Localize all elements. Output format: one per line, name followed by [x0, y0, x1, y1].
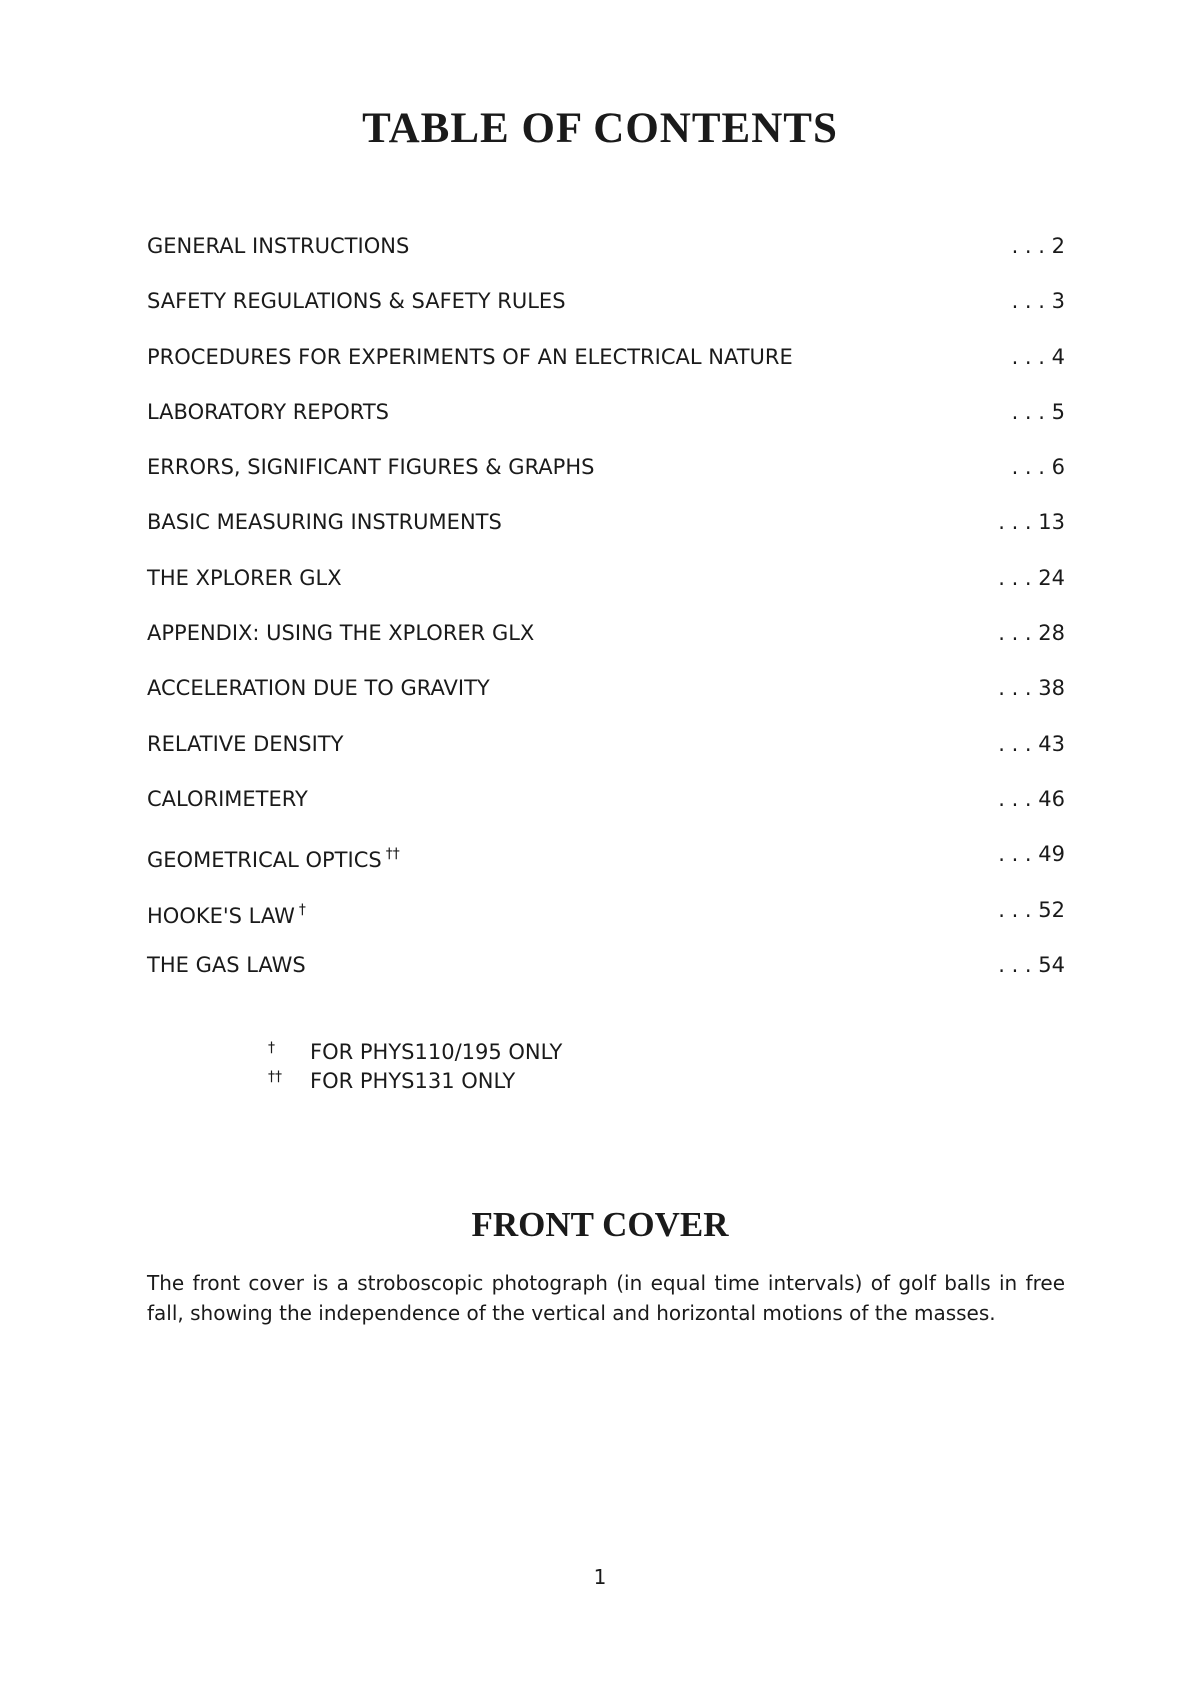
toc-entry-label: ACCELERATION DUE TO GRAVITY [147, 676, 490, 701]
footnote-text: FOR PHYS131 ONLY [310, 1069, 516, 1093]
table-of-contents [147, 234, 1065, 1008]
toc-entry-page: . . . 4 [1011, 344, 1065, 369]
toc-entry [147, 566, 1065, 621]
toc-entry-label: SAFETY REGULATIONS & SAFETY RULES [147, 289, 566, 314]
toc-entry-page: . . . 43 [998, 731, 1065, 756]
toc-entry-page: . . . 2 [1011, 234, 1065, 258]
toc-entry-label: HOOKE'S LAW † [147, 901, 306, 928]
footnote-mark: † [298, 901, 306, 918]
toc-entry [147, 400, 1065, 455]
footnotes [268, 1038, 562, 1096]
toc-entry-label: RELATIVE DENSITY [147, 731, 344, 756]
footnote [268, 1038, 562, 1067]
toc-entry-page: . . . 54 [998, 952, 1065, 977]
page-title: TABLE OF CONTENTS [362, 105, 838, 152]
toc-entry-label: PROCEDURES FOR EXPERIMENTS OF AN ELECTRICAL NATURE [147, 344, 793, 369]
toc-entry-label: ERRORS, SIGNIFICANT FIGURES & GRAPHS [147, 455, 595, 480]
toc-entry-page: . . . 6 [1011, 455, 1065, 480]
toc-entry [147, 621, 1065, 676]
front-cover-heading: FRONT COVER [471, 1205, 729, 1244]
footnote-mark: †† [385, 846, 400, 863]
toc-entry-label: GENERAL INSTRUCTIONS [147, 234, 410, 258]
toc-entry [147, 234, 1065, 289]
toc-entry-label: THE XPLORER GLX [147, 565, 342, 590]
toc-entry-page: . . . 38 [998, 676, 1065, 701]
footnote-mark: †† [268, 1069, 282, 1085]
toc-entry-page: . . . 52 [998, 897, 1065, 922]
toc-entry-label: APPENDIX: USING THE XPLORER GLX [147, 621, 535, 646]
toc-entry [147, 510, 1065, 565]
toc-entry [147, 732, 1065, 787]
footnote-mark: † [268, 1040, 275, 1056]
toc-entry-page: . . . 46 [998, 786, 1065, 811]
toc-entry-page: . . . 49 [998, 842, 1065, 867]
toc-entry-label: LABORATORY REPORTS [147, 399, 389, 424]
front-cover-description: The front cover is a stroboscopic photograph (in equal time intervals) of golf balls in free fall, showing the independence of the vertical and horizontal motions of the masses. [147, 1271, 1065, 1325]
footnote-text: FOR PHYS110/195 ONLY [310, 1040, 563, 1064]
toc-entry-page: . . . 3 [1011, 289, 1065, 314]
page-number: 1 [593, 1565, 607, 1589]
toc-entry [147, 953, 1065, 1008]
toc-entry [147, 345, 1065, 400]
footnote [268, 1067, 562, 1096]
toc-entry [147, 676, 1065, 731]
toc-entry [147, 455, 1065, 510]
toc-entry [147, 787, 1065, 842]
toc-entry-label: CALORIMETERY [147, 786, 308, 811]
toc-entry [147, 898, 1065, 953]
toc-entry-page: . . . 28 [998, 621, 1065, 646]
toc-entry-page: . . . 5 [1011, 399, 1065, 424]
toc-entry-label: BASIC MEASURING INSTRUMENTS [147, 510, 502, 535]
toc-entry-label: GEOMETRICAL OPTICS †† [147, 846, 400, 873]
toc-entry-page: . . . 24 [998, 565, 1065, 590]
toc-entry-page: . . . 13 [998, 510, 1065, 535]
toc-entry [147, 289, 1065, 344]
toc-entry [147, 842, 1065, 897]
toc-entry-label: THE GAS LAWS [147, 952, 306, 977]
